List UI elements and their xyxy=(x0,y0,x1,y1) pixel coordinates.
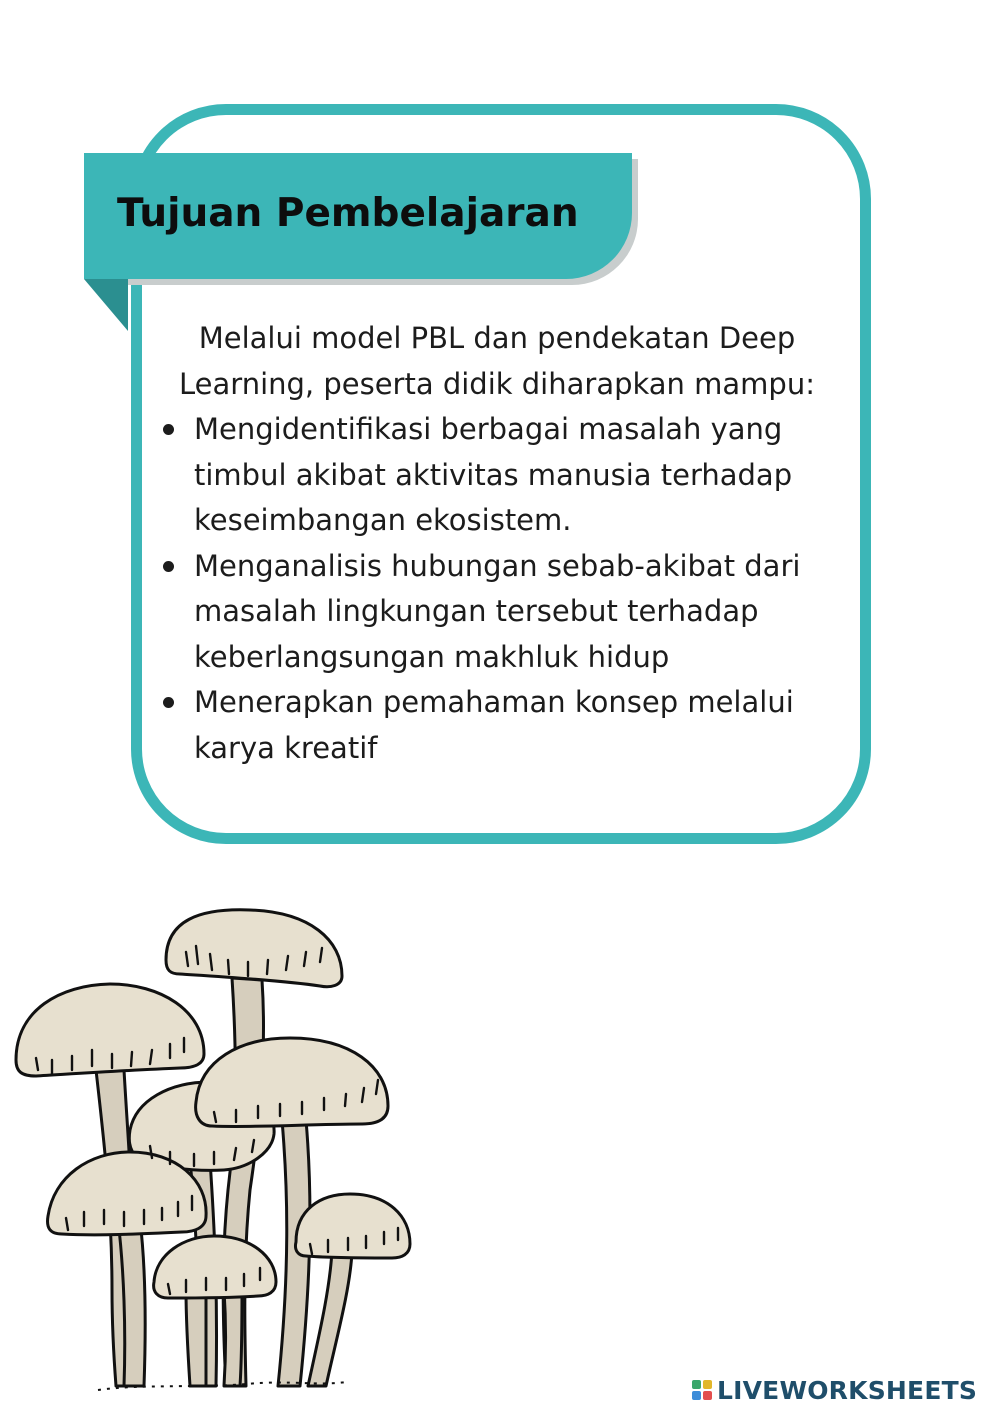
objective-item xyxy=(157,680,847,771)
logo-tile xyxy=(692,1380,701,1389)
mushroom-stem xyxy=(186,1290,206,1386)
objective-text: Mengidentifikasi berbagai masalah yang timbul akibat aktivitas manusia terhadap keseimbangan ekosistem. xyxy=(194,412,793,537)
brand-name: LIVEWORKSHEETS xyxy=(717,1375,978,1405)
mushroom-stem xyxy=(308,1250,352,1386)
mushroom-cap xyxy=(16,984,204,1076)
logo-tile xyxy=(703,1380,712,1389)
logo-tile xyxy=(692,1391,701,1400)
objective-text: Menerapkan pemahaman konsep melalui karya kreatif xyxy=(194,685,794,765)
bullet-icon xyxy=(163,561,174,572)
objectives-list xyxy=(157,407,847,771)
mushroom-cap xyxy=(154,1236,276,1298)
mushroom-stem xyxy=(224,1290,242,1386)
liveworksheets-logo xyxy=(692,1376,977,1404)
objectives-intro: Melalui model PBL dan pendekatan Deep Learning, peserta didik diharapkan mampu: xyxy=(179,321,815,401)
objectives-content xyxy=(157,316,847,771)
logo-mark-icon xyxy=(692,1380,712,1400)
logo-tile xyxy=(703,1391,712,1400)
page-title: Tujuan Pembelajaran xyxy=(117,191,579,236)
bullet-icon xyxy=(163,697,174,708)
mushroom-cluster-illustration xyxy=(0,890,430,1400)
objective-text: Menganalisis hubungan sebab-akibat dari masalah lingkungan tersebut terhadap keberlangsungan makhluk hidup xyxy=(194,548,801,674)
mushroom-cap xyxy=(196,1038,388,1127)
mushroom-cap xyxy=(166,910,342,987)
mushroom-cap xyxy=(295,1194,410,1258)
bullet-icon xyxy=(163,424,174,435)
objective-item xyxy=(157,544,847,681)
title-ribbon-fold xyxy=(84,279,128,331)
objective-item xyxy=(157,407,847,544)
